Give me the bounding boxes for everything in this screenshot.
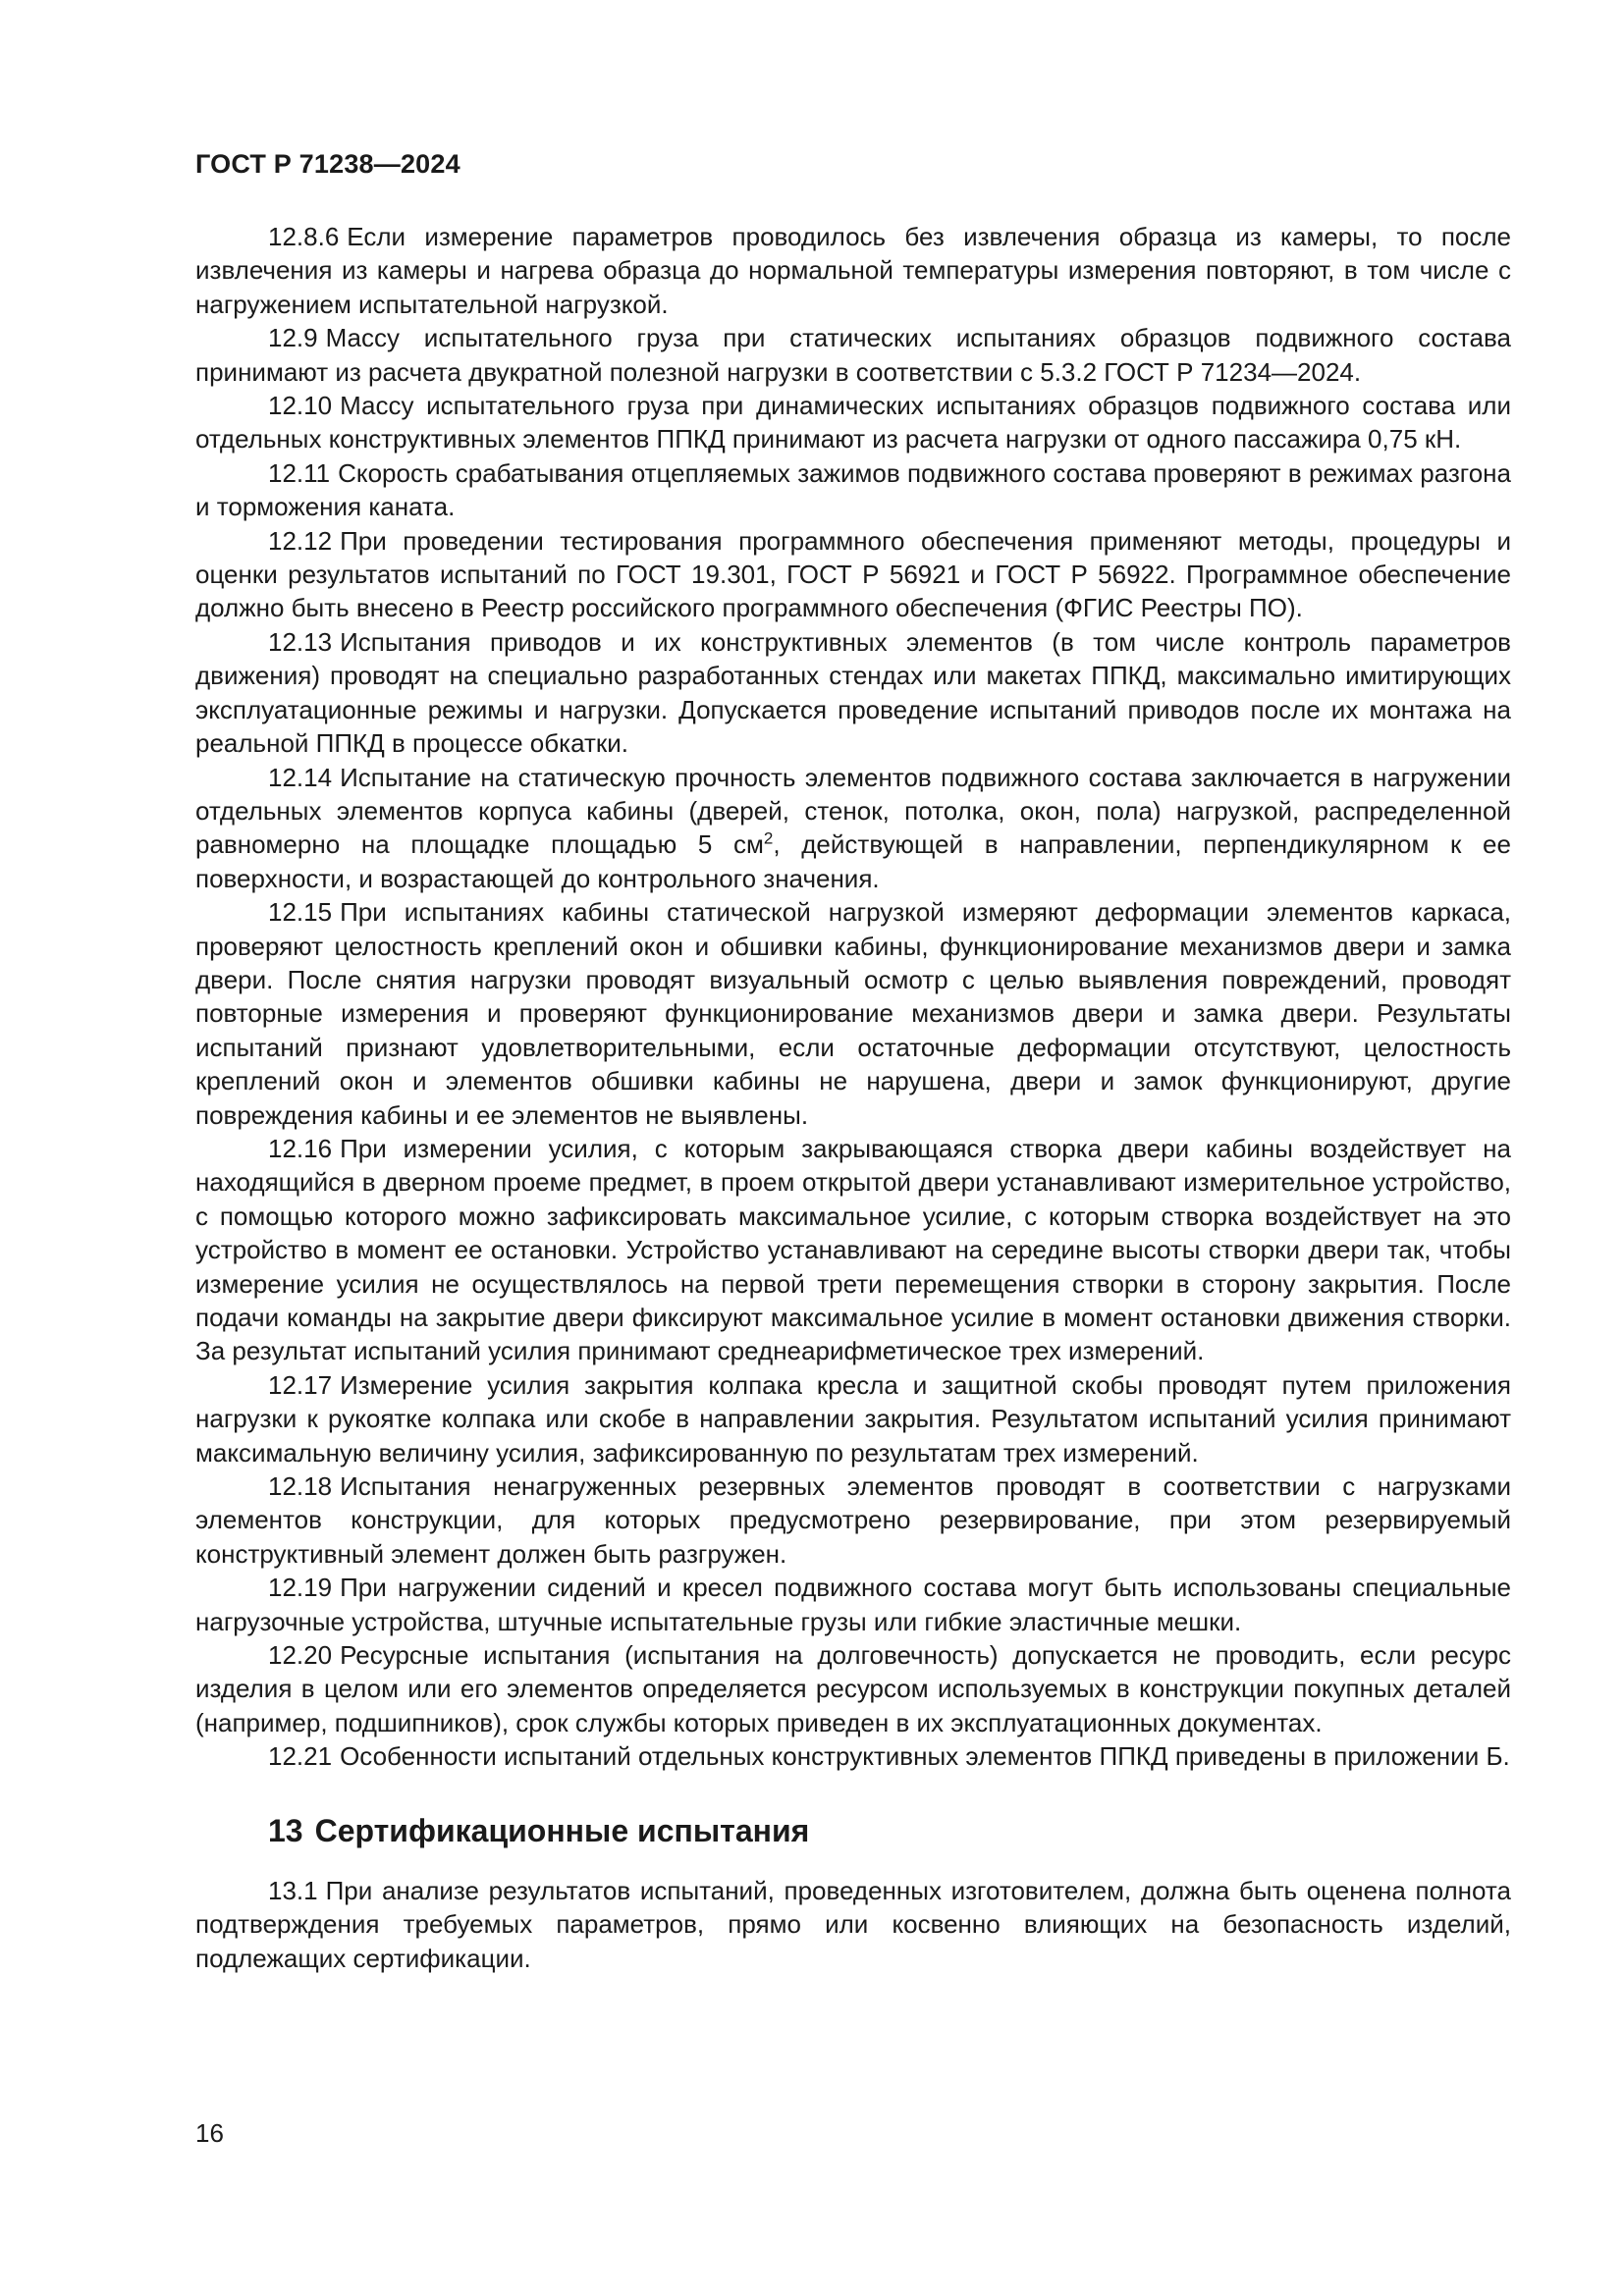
- paragraph-number: 12.19: [268, 1573, 333, 1603]
- paragraph-13-1: [195, 1874, 1511, 1975]
- paragraph-12-19: [195, 1571, 1511, 1638]
- paragraph-text: Измерение усилия закрытия колпака кресла и защитной скобы проводят путем приложения нагрузки к рукоятке колпака или скобе в направлении закрытия. Результатом испытаний усилия принимают максимальную величину усилия, зафиксированную по результатам трех измерений.: [195, 1369, 1511, 1468]
- page-number: 16: [195, 2118, 224, 2148]
- paragraph-text: Ресурсные испытания (испытания на долговечность) допускается не проводить, если ресурс изделия в целом или его элементов определяется ресурсом используемых в конструкции покупных деталей (например, подшипников), срок службы которых приведен в их эксплуатационных документах.: [195, 1640, 1511, 1737]
- paragraph-text: При измерении усилия, с которым закрывающаяся створка двери кабины воздействует на находящийся в дверном проеме предмет, в проем открытой двери устанавливают измерительное устройство, с помощью которого можно зафиксировать максимальное усилие, с которым створка воздействует на это устройство в момент ее остановки. Устройство устанавливают на середине высоты створки двери так, чтобы измерение усилия не осуществлялось на первой трети перемещения створки в сторону закрытия. После подачи команды на закрытие двери фиксируют максимальное усилие в момент остановки движения створки. За результат испытаний усилия принимают среднеарифметическое трех измерений.: [195, 1133, 1511, 1366]
- paragraph-text: Если измерение параметров проводилось без извлечения образца из камеры, то после извлечения из камеры и нагрева образца до нормальной температуры измерения повторяют, в том числе с нагружением испытательной нагрузкой.: [195, 222, 1511, 319]
- paragraph-number: 12.11: [268, 457, 331, 488]
- paragraph-text: Особенности испытаний отдельных конструктивных элементов ППКД приведены в приложении Б.: [340, 1741, 1510, 1772]
- paragraph-number: 12.18: [268, 1471, 333, 1502]
- paragraph-number: 13.1: [268, 1875, 318, 1905]
- document-header: ГОСТ Р 71238—2024: [195, 149, 460, 179]
- paragraph-number: 12.16: [268, 1133, 333, 1163]
- paragraph-number: 12.21: [268, 1741, 333, 1772]
- paragraph-text: Испытания приводов и их конструктивных элементов (в том числе контроль параметров движения) проводят на специально разработанных стендах или макетах ППКД, максимально имитирующих эксплуатационные режимы и нагрузки. Допускается проведение испытаний приводов после их монтажа на реальной ППКД в процессе обкатки.: [195, 626, 1511, 759]
- paragraph-text: При нагружении сидений и кресел подвижного состава могут быть использованы специальные нагрузочные устройства, штучные испытательные грузы или гибкие эластичные мешки.: [195, 1573, 1511, 1636]
- paragraph-number: 12.8.6: [268, 222, 340, 251]
- paragraph-text: Массу испытательного груза при статических испытаниях образцов подвижного состава принимают из расчета двукратной полезной нагрузки в соответствии с 5.3.2 ГОСТ Р 71234—2024.: [195, 323, 1511, 387]
- paragraph-12-18: [195, 1469, 1511, 1571]
- paragraph-number: 12.12: [268, 525, 333, 556]
- paragraph-12-11: [195, 456, 1511, 524]
- section-number: 13: [268, 1812, 303, 1848]
- paragraph-number: 12.14: [268, 762, 333, 792]
- paragraph-text: Скорость срабатывания отцепляемых зажимов подвижного состава проверяют в режимах разгона и торможения каната.: [195, 457, 1511, 522]
- paragraph-number: 12.20: [268, 1640, 333, 1671]
- superscript: 2: [763, 828, 774, 848]
- section-title-text: Сертификационные испытания: [314, 1812, 810, 1848]
- paragraph-12-10: [195, 389, 1511, 456]
- paragraph-12-14: [195, 761, 1511, 896]
- paragraph-12-13: [195, 625, 1511, 761]
- paragraph-text-before: Испытание на статическую прочность элементов подвижного состава заключается в нагружении отдельных элементов корпуса кабины (дверей, стенок, потолка, окон, пола) нагрузкой, распределенной равномерно на площадке площадью 5 см: [195, 762, 1511, 860]
- paragraph-12-15: [195, 895, 1511, 1132]
- paragraph-12-8-6: [195, 220, 1511, 321]
- paragraph-text: При анализе результатов испытаний, проведенных изготовителем, должна быть оценена полнота подтверждения требуемых параметров, прямо или косвенно влияющих на безопасность изделий, подлежащих сертификации.: [195, 1875, 1511, 1973]
- paragraph-12-12: [195, 524, 1511, 625]
- paragraph-12-17: [195, 1368, 1511, 1469]
- paragraph-number: 12.13: [268, 626, 333, 657]
- paragraph-text: При проведении тестирования программного обеспечения применяют методы, процедуры и оценки результатов испытаний по ГОСТ 19.301, ГОСТ Р 56921 и ГОСТ Р 56922. Программное обеспечение должно быть внесено в Реестр российского программного обеспечения (ФГИС Реестры ПО).: [195, 525, 1511, 623]
- paragraph-12-21: [195, 1739, 1511, 1773]
- paragraph-text: При испытаниях кабины статической нагрузкой измеряют деформации элементов каркаса, проверяют целостность креплений окон и обшивки кабины, функционирование механизмов двери и замка двери. После снятия нагрузки проводят визуальный осмотр с целью выявления повреждений, проводят повторные измерения и проверяют функционирование механизмов двери и замка двери. Результаты испытаний признают удовлетворительными, если остаточные деформации отсутствуют, целостность креплений окон и элементов обшивки кабины не нарушена, двери и замок функционируют, другие повреждения кабины и ее элементов не выявлены.: [195, 897, 1511, 1130]
- document-body: [195, 220, 1511, 1975]
- paragraph-12-20: [195, 1638, 1511, 1739]
- paragraph-text: Испытания ненагруженных резервных элементов проводят в соответствии с нагрузками элементов конструкции, для которых предусмотрено резервирование, при этом резервируемый конструктивный элемент должен быть разгружен.: [195, 1471, 1511, 1569]
- paragraph-number: 12.17: [268, 1369, 333, 1400]
- paragraph-number: 12.15: [268, 897, 333, 928]
- paragraph-number: 12.10: [268, 391, 333, 421]
- paragraph-12-16: [195, 1132, 1511, 1368]
- paragraph-text-after: , действующей в направлении, перпендикулярном к ее поверхности, и возрастающей до контрольного значения.: [195, 829, 1511, 893]
- section-heading-13: [195, 1811, 1511, 1850]
- paragraph-text: Массу испытательного груза при динамических испытаниях образцов подвижного состава или отдельных конструктивных элементов ППКД принимают из расчета нагрузки от одного пассажира 0,75 кН.: [195, 391, 1511, 454]
- paragraph-12-9: [195, 321, 1511, 389]
- paragraph-number: 12.9: [268, 323, 318, 353]
